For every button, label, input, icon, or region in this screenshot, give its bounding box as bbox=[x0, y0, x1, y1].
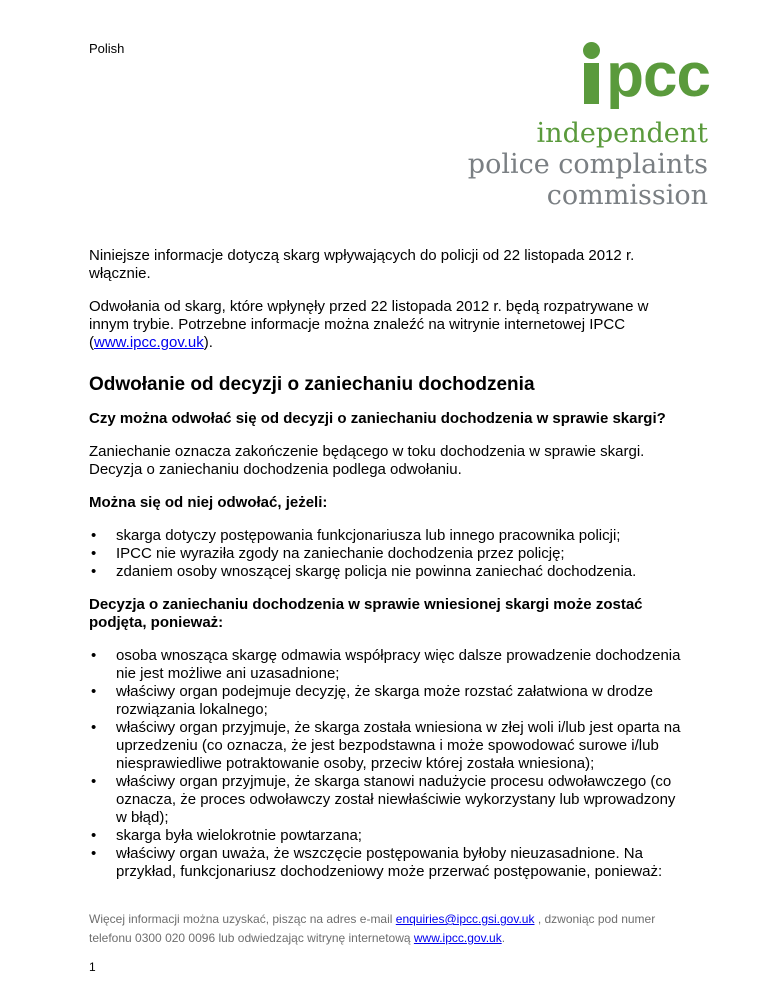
footer-website-link[interactable]: www.ipcc.gov.uk bbox=[413, 931, 502, 945]
question-2: Można się od niej odwołać, jeżeli: bbox=[89, 494, 328, 511]
list-item: • właściwy organ przyjmuje, że skarga stanowi nadużycie procesu odwoławczego (co oznacza, że proces odwoławczy został niewłaściwie wykorzystany lub wprowadzony w błąd); bbox=[89, 773, 689, 827]
intro-paragraph-2: Odwołania od skarg, które wpłynęły przed 22 listopada 2012 r. będą rozpatrywane w innym trybie. Potrzebne informacje można znaleźć na witrynie internetowej IPCC (www.ipcc.gov.uk). bbox=[89, 298, 649, 351]
section-heading: Odwołanie od decyzji o zaniechaniu dochodzenia bbox=[89, 374, 535, 395]
list-item: • właściwy organ podejmuje decyzję, że skarga może rozstać załatwiona w drodze rozwiązania lokalnego; bbox=[89, 683, 689, 719]
logo-line-police-complaints: police complaints bbox=[467, 149, 708, 180]
list-item: • właściwy organ przyjmuje, że skarga została wniesiona w złej woli i/lub jest oparta na uprzedzeniu (co oznacza, że jest bezpodstawna i może spowodować surowe i/lub niesprawiedliwe potraktowanie osoby, przeciw której została wniesiona); bbox=[89, 719, 689, 773]
logo-line-independent: independent bbox=[536, 118, 708, 149]
list-item: • zdaniem osoby wnoszącej skargę policja nie powinna zaniechać dochodzenia. bbox=[89, 563, 689, 581]
logo-mark-text: pcc bbox=[606, 41, 710, 110]
page-number: 1 bbox=[89, 960, 96, 974]
ipcc-logo-mark bbox=[582, 40, 710, 110]
question-1: Czy można odwołać się od decyzji o zaniechaniu dochodzenia w sprawie skargi? bbox=[89, 410, 666, 427]
list-item: • skarga dotyczy postępowania funkcjonariusza lub innego pracownika policji; bbox=[89, 527, 689, 545]
document-language-label: Polish bbox=[89, 41, 125, 56]
question-3: Decyzja o zaniechaniu dochodzenia w sprawie wniesionej skargi może zostać podjęta, ponieważ: bbox=[89, 596, 643, 631]
intro-paragraph-1: Niniejsze informacje dotyczą skarg wpływających do policji od 22 listopada 2012 r. włącznie. bbox=[89, 247, 635, 282]
appeal-conditions-list bbox=[89, 527, 689, 581]
list-item: • skarga była wielokrotnie powtarzana; bbox=[89, 827, 689, 845]
list-item: • osoba wnosząca skargę odmawia współpracy więc dalsze prowadzenie dochodzenia nie jest możliwe ani uzasadnione; bbox=[89, 647, 689, 683]
list-item: • IPCC nie wyraziła zgody na zaniechanie dochodzenia przez policję; bbox=[89, 545, 689, 563]
ipcc-logo bbox=[430, 40, 710, 210]
page-footer: Więcej informacji można uzyskać, pisząc na adres e-mail enquiries@ipcc.gsi.gov.uk , dzwoniąc pod numer telefonu 0300 020 0096 lub odwiedzając witrynę internetową www.ipcc.gov.uk. bbox=[89, 912, 656, 945]
list-item: • właściwy organ uważa, że wszczęcie postępowania byłoby nieuzasadnione. Na przykład, funkcjonariusz dochodzeniowy może przerwać postępowanie, ponieważ: bbox=[89, 845, 689, 881]
logo-letter-i-icon bbox=[582, 42, 601, 104]
logo-line-commission: commission bbox=[546, 180, 708, 211]
answer-1: Zaniechanie oznacza zakończenie będącego w toku dochodzenia w sprawie skargi. Decyzja o zaniechaniu dochodzenia podlega odwołaniu. bbox=[89, 443, 645, 478]
email-link[interactable]: enquiries@ipcc.gsi.gov.uk bbox=[395, 912, 535, 926]
ipcc-website-link[interactable]: www.ipcc.gov.uk bbox=[94, 334, 204, 351]
document-body bbox=[89, 247, 689, 896]
discontinuance-reasons-list bbox=[89, 647, 689, 881]
